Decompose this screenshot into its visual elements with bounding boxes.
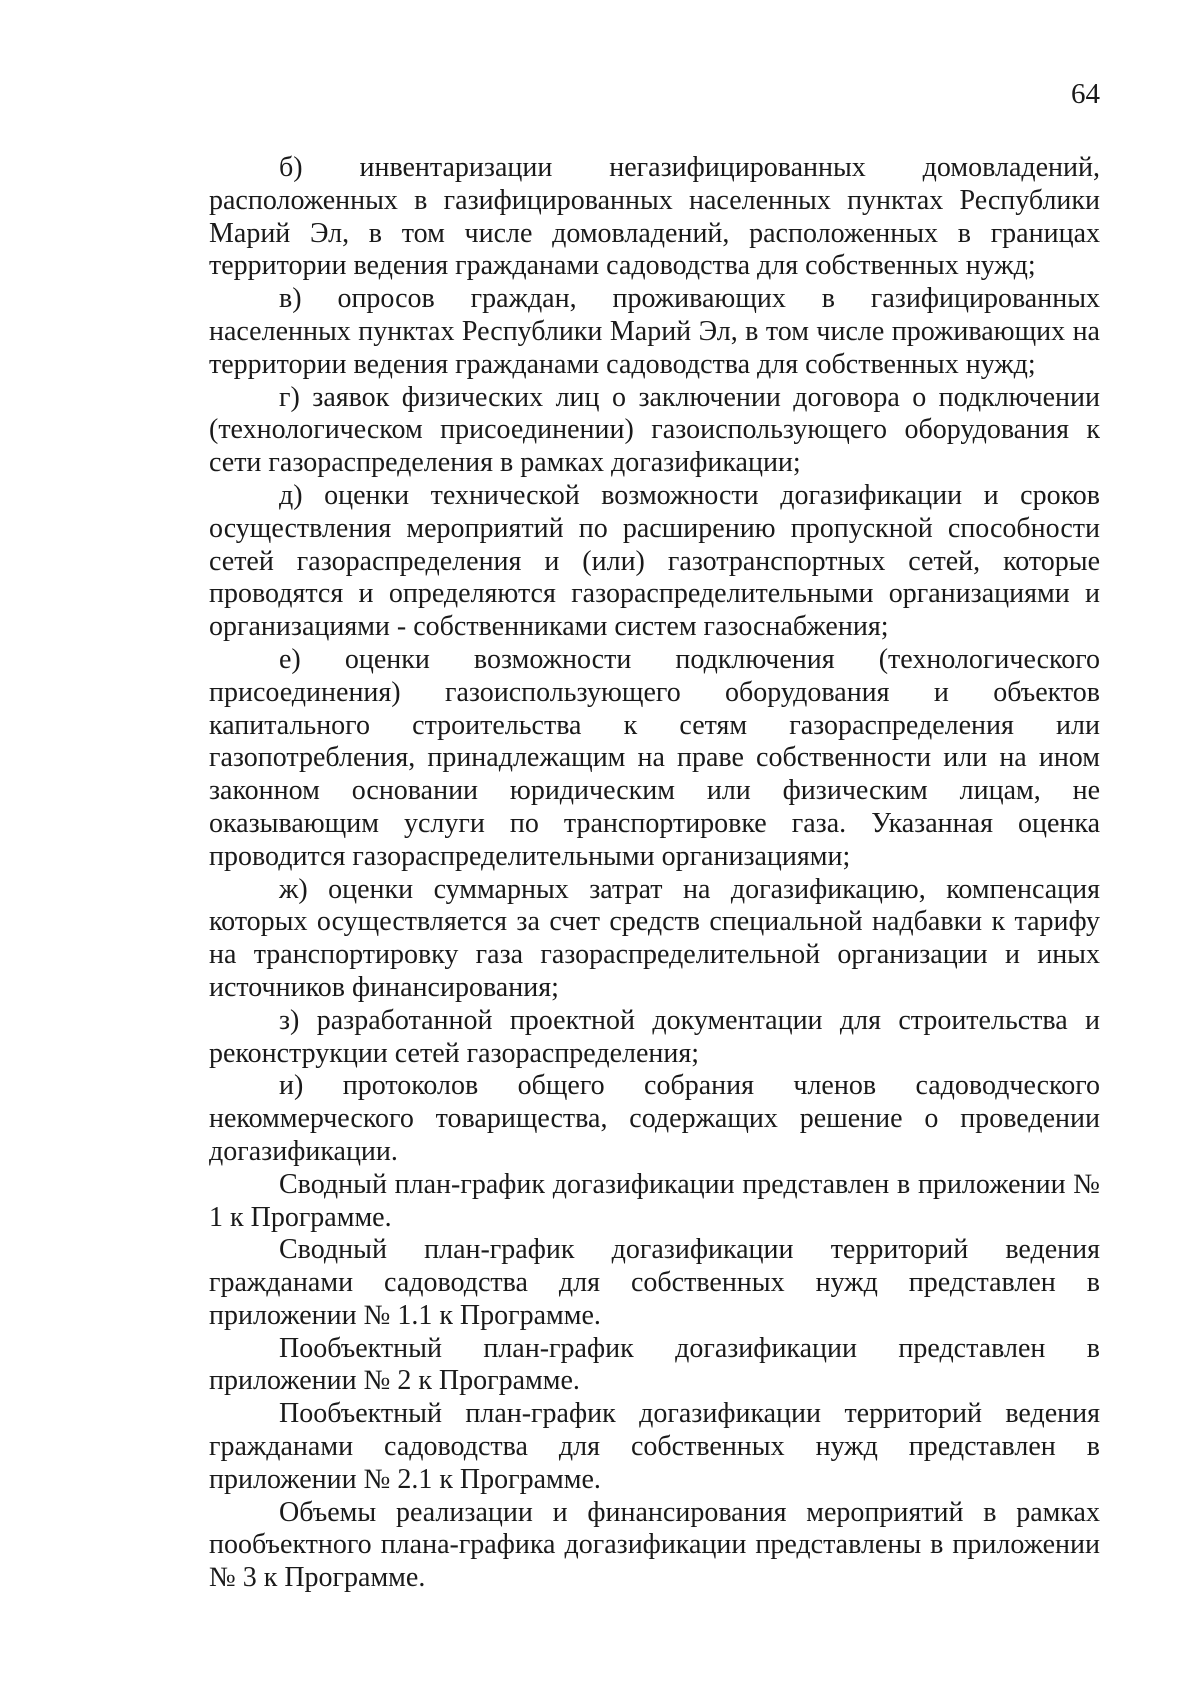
paragraph-z-project-documentation: з) разработанной проектной документации для строительства и реконструкции сетей газораспределения; (209, 1004, 1100, 1069)
paragraph-i-meeting-protocols: и) протоколов общего собрания членов садоводческого некоммерческого товарищества, содержащих решение о проведении догазификации. (209, 1070, 1100, 1167)
paragraph-summary-schedule: Сводный план-график догазификации представлен в приложении № 1 к Программе. (209, 1168, 1100, 1233)
paragraph-financing-volumes: Объемы реализации и финансирования мероприятий в рамках пообъектного плана-графика догазификации представлены в приложении № 3 к Программе. (209, 1496, 1100, 1594)
document-body (209, 152, 1100, 1595)
paragraph-g-applications: г) заявок физических лиц о заключении договора о подключении (технологическом присоединении) газоиспользующего оборудования к сети газораспределения в рамках догазификации; (209, 381, 1100, 479)
paragraph-object-schedule: Пообъектный план-график догазификации представлен в приложении № 2 к Программе. (209, 1332, 1100, 1397)
paragraph-v-surveys: в) опросов граждан, проживающих в газифицированных населенных пунктах Республики Марий Эл, в том числе проживающих на территории ведения гражданами садоводства для собственных нужд; (209, 283, 1100, 380)
page-number: 64 (1071, 78, 1100, 110)
paragraph-object-schedule-gardening: Пообъектный план-график догазификации территорий ведения гражданами садоводства для собственных нужд представлен в приложении № 2.1 к Программе. (209, 1398, 1100, 1495)
paragraph-zh-cost-assessment: ж) оценки суммарных затрат на догазификацию, компенсация которых осуществляется за счет средств специальной надбавки к тарифу на транспортировку газа газораспределительной организации и иных источников финансирования; (209, 873, 1100, 1003)
paragraph-d-technical-assessment: д) оценки технической возможности догазификации и сроков осуществления мероприятий по расширению пропускной способности сетей газораспределения и (или) газотранспортных сетей, которые проводятся и определяются газораспределительными организациями и организациями - собственниками систем газоснабжения; (209, 479, 1100, 643)
paragraph-b-inventory: б) инвентаризации негазифицированных домовладений, расположенных в газифицированных населенных пунктах Республики Марий Эл, в том числе домовладений, расположенных в границах территории ведения гражданами садоводства для собственных нужд; (209, 152, 1100, 282)
paragraph-summary-schedule-gardening: Сводный план-график догазификации территорий ведения гражданами садоводства для собственных нужд представлен в приложении № 1.1 к Программе. (209, 1234, 1100, 1331)
paragraph-e-connection-assessment: е) оценки возможности подключения (технологического присоединения) газоиспользующего оборудования и объектов капитального строительства к сетям газораспределения или газопотребления, принадлежащим на праве собственности или на ином законном основании юридическим или физическим лицам, не оказывающим услуги по транспортировке газа. Указанная оценка проводится газораспределительными организациями; (209, 643, 1100, 872)
